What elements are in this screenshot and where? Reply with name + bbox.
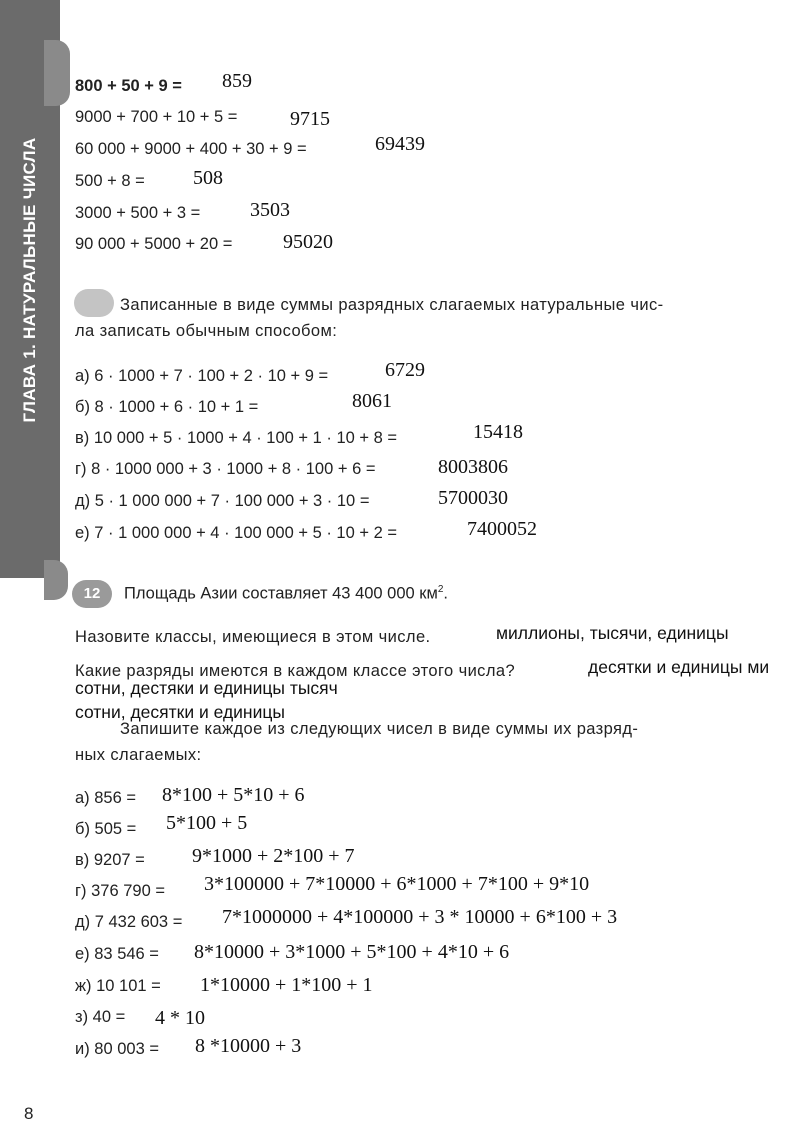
task-13-expr-i: и) 80 003 = [75,1040,159,1058]
task-13-expr-f: е) 83 546 = [75,945,159,963]
task-11-expr-e: д) 5 · 1 000 000 + 7 · 100 000 + 3 · 10 = [75,492,370,510]
task-13-expr-e: д) 7 432 603 = [75,913,183,931]
task-12-answer-2a: десятки и единицы ми [588,657,770,677]
task-11-answer-c: 15418 [473,421,523,443]
task-11-text-line1: Записанные в виде суммы разрядных слагаемых натуральные чис- [120,296,664,314]
task-11-expr-c: в) 10 000 + 5 · 1000 + 4 · 100 + 1 · 10 + 8 = [75,429,398,447]
task-11-expr-b: б) 8 · 1000 + 6 · 10 + 1 = [75,398,259,416]
task-13-answer-c: 9*1000 + 2*100 + 7 [192,845,355,867]
task-12-question-2: Какие разряды имеются в каждом классе этого числа? [75,662,516,680]
block1-expr-6: 90 000 + 5000 + 20 = [75,235,233,253]
block1-expr-5: 3000 + 500 + 3 = [75,204,201,222]
task-12-answer-2c: сотни, десятки и единицы [75,702,285,722]
task-13-answer-e: 7*1000000 + 4*100000 + 3 * 10000 + 6*100 + 3 [222,906,618,928]
task-11-answer-f: 7400052 [467,518,537,540]
task-13-expr-b: б) 505 = [75,820,137,838]
block1-answer-6: 95020 [283,231,333,253]
task-11-text-line2: ла записать обычным способом: [75,322,338,340]
page-number: 8 [24,1104,34,1123]
task-13-expr-a: а) 856 = [75,789,137,807]
block1-answer-3: 69439 [375,133,425,155]
task-12-answer-1: миллионы, тысячи, единицы [496,623,729,643]
task-12-badge: 12 [72,580,112,608]
block1-answer-5: 3503 [250,199,290,221]
task-13-expr-h: з) 40 = [75,1008,126,1026]
task-13-answer-g: 1*10000 + 1*100 + 1 [200,974,373,996]
task-12-heading: Площадь Азии составляет 43 400 000 $км^2$. [124,584,449,603]
block1-expr-2: 9000 + 700 + 10 + 5 = [75,108,238,126]
task-11-badge [74,289,114,317]
block1-expr-3: 60 000 + 9000 + 400 + 30 + 9 = [75,140,307,158]
task-13-text-line2: ных слагаемых: [75,746,202,764]
chapter-title: ГЛАВА 1. НАТУРАЛЬНЫЕ ЧИСЛА [20,137,39,423]
block1-answer-4: 508 [193,167,223,189]
task-13-answer-h: 4 * 10 [155,1007,205,1029]
task-13-text-line1: Запишите каждое из следующих чисел в виде суммы их разряд- [120,720,639,738]
task-13-expr-c: в) 9207 = [75,851,145,869]
block1-expr-1: 800 + 50 + 9 = [75,77,182,95]
task-11-expr-f: е) 7 · 1 000 000 + 4 · 100 000 + 5 · 10 + 2 = [75,524,397,542]
task-11-answer-b: 8061 [352,390,392,412]
task-12-question-1: Назовите классы, имеющиеся в этом числе. [75,628,431,646]
side-band-tab-lower [44,560,68,600]
block1-answer-1: 859 [222,70,252,92]
task-12-answer-2b: сотни, дестяки и единицы тысяч [75,678,338,698]
task-13-answer-i: 8 *10000 + 3 [195,1035,302,1057]
task-13-answer-a: 8*100 + 5*10 + 6 [162,784,305,806]
task-13-answer-d: 3*100000 + 7*10000 + 6*1000 + 7*100 + 9*10 [204,873,590,895]
task-13-expr-g: ж) 10 101 = [75,977,161,995]
task-11-answer-d: 8003806 [438,456,508,478]
task-13-answer-f: 8*10000 + 3*1000 + 5*100 + 4*10 + 6 [194,941,510,963]
task-13-answer-b: 5*100 + 5 [166,812,248,834]
task-11-answer-e: 5700030 [438,487,508,509]
task-11-expr-d: г) 8 · 1000 000 + 3 · 1000 + 8 · 100 + 6 = [75,460,376,478]
side-band-tab [44,40,70,106]
block1-expr-4: 500 + 8 = [75,172,145,190]
block1-answer-2: 9715 [290,108,330,130]
task-11-expr-a: а) 6 · 1000 + 7 · 100 + 2 · 10 + 9 = [75,367,329,385]
task-13-expr-d: г) 376 790 = [75,882,165,900]
task-11-answer-a: 6729 [385,359,425,381]
